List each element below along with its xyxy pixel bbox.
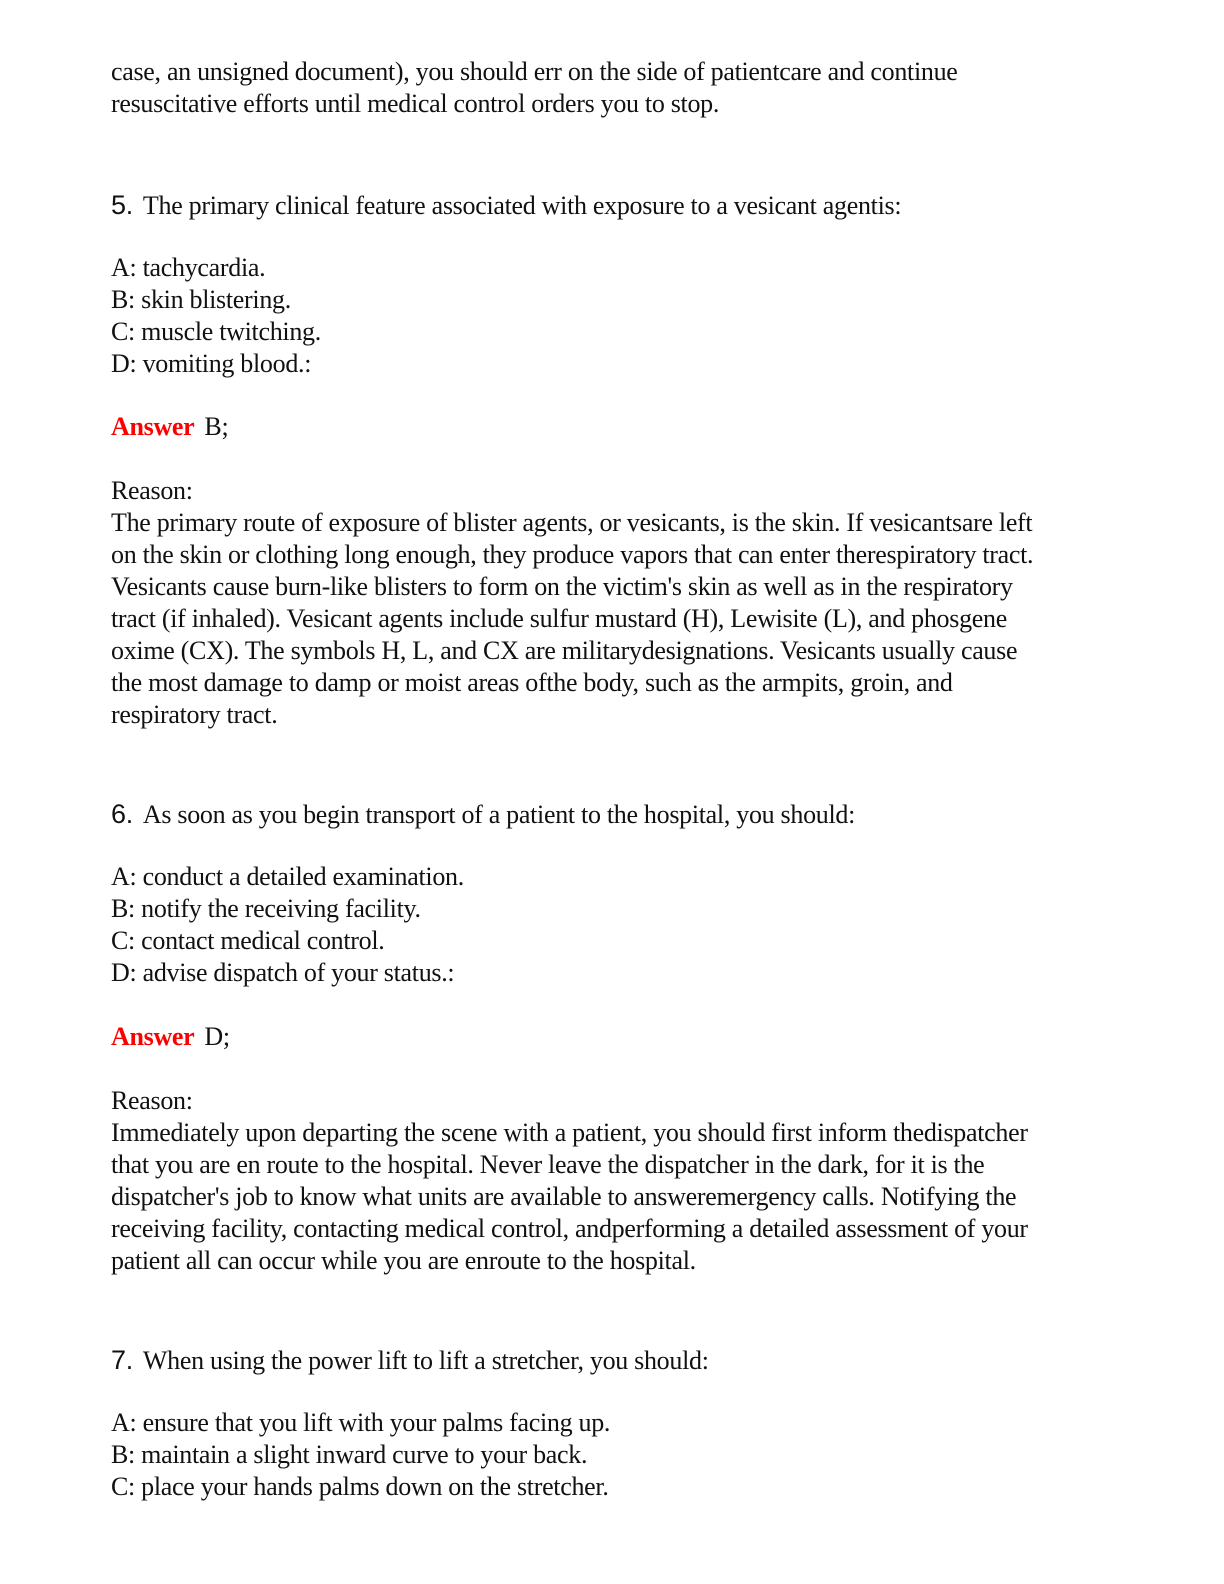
reason-line: Immediately upon departing the scene with a patient, you should first inform thedispatcher xyxy=(111,1118,1028,1147)
answer-label: Answer xyxy=(111,412,195,441)
option: A: tachycardia. xyxy=(111,253,266,282)
question-text: The primary clinical feature associated with exposure to a vesicant agentis: xyxy=(142,191,902,220)
reason-line: tract (if inhaled). Vesicant agents include sulfur mustard (H), Lewisite (L), and phosgene xyxy=(111,604,1007,633)
reason-line: receiving facility, contacting medical control, andperforming a detailed assessment of your xyxy=(111,1214,1028,1243)
reason-line: The primary route of exposure of blister agents, or vesicants, is the skin. If vesicantsare left xyxy=(111,508,1033,537)
option: B: maintain a slight inward curve to your back. xyxy=(111,1440,588,1469)
reason-line: oxime (CX). The symbols H, L, and CX are militarydesignations. Vesicants usually cause xyxy=(111,636,1018,665)
reason-label: Reason: xyxy=(111,476,193,505)
question-5-stem xyxy=(111,189,901,222)
option: C: place your hands palms down on the stretcher. xyxy=(111,1472,609,1501)
reason-line: dispatcher's job to know what units are available to answeremergency calls. Notifying the xyxy=(111,1182,1017,1211)
question-7-stem xyxy=(111,1344,709,1377)
question-6-stem xyxy=(111,798,855,831)
answer-line xyxy=(111,411,228,443)
reason-label: Reason: xyxy=(111,1086,193,1115)
question-number: 5. xyxy=(111,190,133,220)
answer-value: D; xyxy=(204,1022,230,1051)
reason-line: that you are en route to the hospital. Never leave the dispatcher in the dark, for it is the xyxy=(111,1150,985,1179)
option: A: conduct a detailed examination. xyxy=(111,862,464,891)
question-text: As soon as you begin transport of a patient to the hospital, you should: xyxy=(142,800,856,829)
option: D: advise dispatch of your status.: xyxy=(111,958,455,987)
reason-line: on the skin or clothing long enough, they produce vapors that can enter therespiratory tract. xyxy=(111,540,1034,569)
question-number: 7. xyxy=(111,1345,133,1375)
reason-line: the most damage to damp or moist areas ofthe body, such as the armpits, groin, and xyxy=(111,668,953,697)
option: D: vomiting blood.: xyxy=(111,349,312,378)
option: A: ensure that you lift with your palms facing up. xyxy=(111,1408,611,1437)
answer-label: Answer xyxy=(111,1022,195,1051)
reason-line: respiratory tract. xyxy=(111,700,278,729)
reason-line: Vesicants cause burn-like blisters to form on the victim's skin as well as in the respiratory xyxy=(111,572,1013,601)
option: B: skin blistering. xyxy=(111,285,291,314)
continuation-line: resuscitative efforts until medical control orders you to stop. xyxy=(111,89,720,118)
option: B: notify the receiving facility. xyxy=(111,894,421,923)
option: C: contact medical control. xyxy=(111,926,385,955)
question-number: 6. xyxy=(111,799,133,829)
answer-line xyxy=(111,1021,230,1053)
continuation-line: case, an unsigned document), you should err on the side of patientcare and continue xyxy=(111,57,958,86)
answer-value: B; xyxy=(204,412,229,441)
reason-line: patient all can occur while you are enroute to the hospital. xyxy=(111,1246,696,1275)
option: C: muscle twitching. xyxy=(111,317,321,346)
question-text: When using the power lift to lift a stretcher, you should: xyxy=(142,1346,709,1375)
